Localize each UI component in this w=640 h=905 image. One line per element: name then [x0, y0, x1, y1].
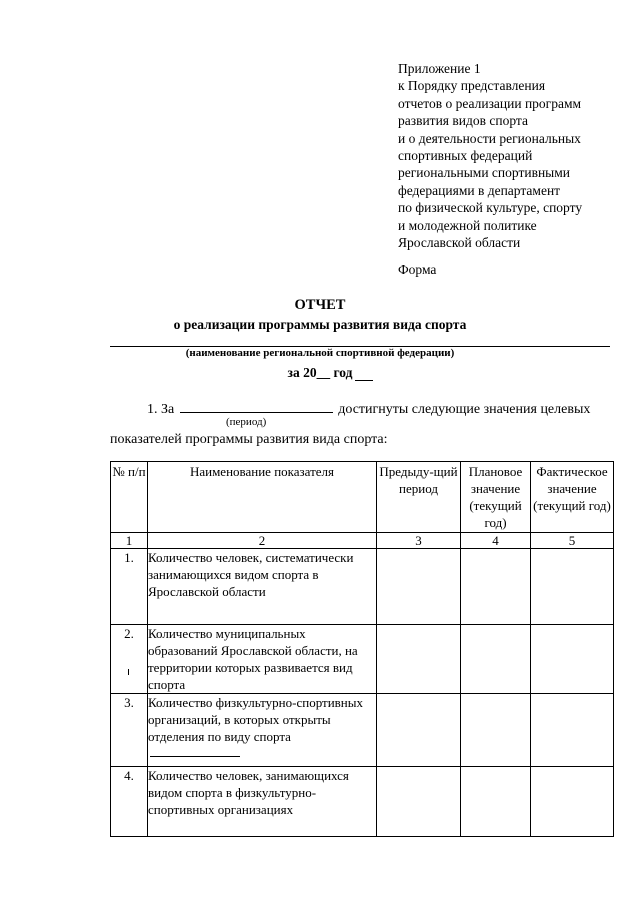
indicator-name-cell — [148, 694, 377, 767]
section1-suffix: достигнуты следующие значения целевых — [338, 402, 591, 417]
table-row — [111, 767, 614, 837]
previous-period-cell — [377, 625, 461, 694]
scan-mark — [128, 669, 129, 675]
planned-value-cell — [461, 767, 531, 837]
report-subtitle: о реализации программы развития вида спорта — [173, 317, 467, 332]
year-blank-line — [355, 380, 373, 381]
appendix-line: и о деятельности региональных — [398, 130, 581, 146]
column-number-row — [111, 533, 614, 549]
row-number: 1. — [111, 549, 148, 625]
federation-caption: (наименование региональной спортивной федерации) — [185, 347, 455, 359]
appendix-line: по физической культуре, спорту — [398, 200, 583, 216]
appendix-line: спортивных федераций — [398, 148, 533, 164]
indicators-table — [110, 461, 614, 837]
indicator-name: Количество человек, занимающихся видом спорта в физкультурно-спортивных организациях — [148, 767, 377, 837]
section1-continuation: показателей программы развития вида спорта: — [110, 432, 388, 447]
column-number: 2 — [148, 533, 377, 549]
previous-period-cell — [377, 767, 461, 837]
previous-period-cell — [377, 549, 461, 625]
appendix-line: к Порядку представления — [398, 78, 546, 94]
planned-value-cell — [461, 549, 531, 625]
planned-value-cell — [461, 694, 531, 767]
table-row — [111, 625, 614, 694]
header-planned-value: Плановое значение (текущий год) — [461, 462, 531, 533]
actual-value-cell — [531, 767, 614, 837]
underline-mark — [150, 756, 240, 757]
column-number: 3 — [377, 533, 461, 549]
table-row — [111, 549, 614, 625]
row-number: 3. — [111, 694, 148, 767]
header-actual-value: Фактическое значение (текущий год) — [531, 462, 614, 533]
appendix-line: Приложение 1 — [398, 61, 481, 76]
actual-value-cell — [531, 694, 614, 767]
previous-period-cell — [377, 694, 461, 767]
indicator-name: Количество муниципальных образований Ярославской области, на территории которых развивается вид спорта — [148, 625, 377, 694]
header-indicator-name: Наименование показателя — [148, 462, 377, 533]
section1-prefix: 1. За — [147, 402, 175, 417]
row-number: 4. — [111, 767, 148, 837]
column-number: 5 — [531, 533, 614, 549]
indicator-name: Количество человек, систематически занимающихся видом спорта в Ярославской области — [148, 549, 377, 625]
appendix-line: и молодежной политике — [398, 217, 537, 233]
row-number-cell — [111, 625, 148, 694]
appendix-line: региональными спортивными — [398, 165, 571, 181]
appendix-block — [398, 60, 633, 251]
appendix-line: федерациями в департамент — [398, 182, 561, 198]
column-number: 4 — [461, 533, 531, 549]
appendix-line: развития видов спорта — [398, 113, 528, 129]
year-line: за 20__ год — [287, 365, 353, 380]
period-blank — [180, 399, 333, 413]
column-number: 1 — [111, 533, 148, 549]
actual-value-cell — [531, 549, 614, 625]
table-header-row — [111, 462, 614, 533]
form-label: Форма — [398, 262, 437, 277]
period-caption: (период) — [226, 416, 267, 428]
report-title: ОТЧЕТ — [294, 297, 346, 313]
header-previous-period: Предыду-щий период — [377, 462, 461, 533]
actual-value-cell — [531, 625, 614, 694]
header-number: № п/п — [111, 462, 148, 533]
table-row — [111, 694, 614, 767]
section1-line — [147, 399, 590, 418]
appendix-line: отчетов о реализации программ — [398, 95, 582, 111]
row-number: 2. — [124, 626, 134, 641]
indicator-name: Количество физкультурно-спортивных организаций, в которых открыты отделения по виду спорта — [148, 695, 363, 744]
appendix-line: Ярославской области — [398, 235, 521, 251]
planned-value-cell — [461, 625, 531, 694]
